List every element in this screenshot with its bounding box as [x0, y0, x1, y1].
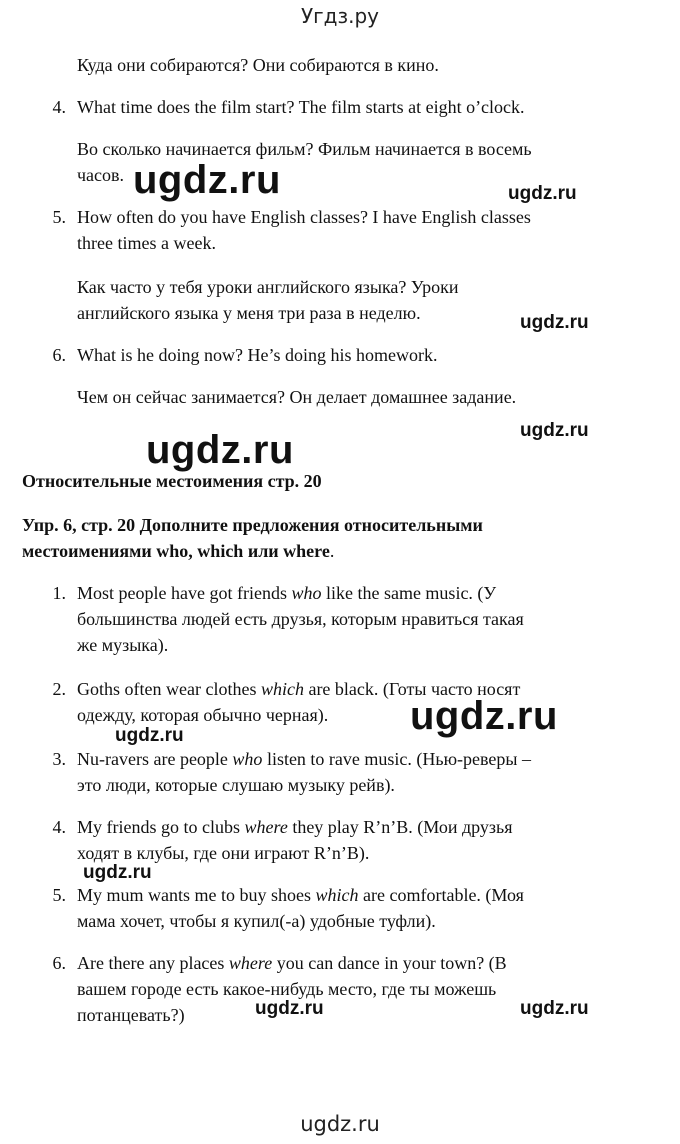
- item-1-text-b: like the same music. (У: [321, 583, 497, 603]
- item-3-text-b: listen to rave music. (Нью-реверы –: [262, 749, 532, 769]
- item-number-5b: 5.: [52, 885, 66, 905]
- item-6-text-a: Are there any places: [77, 953, 229, 973]
- item-6-text-b: you can dance in your town? (В: [272, 953, 507, 973]
- item-number-1: 1.: [52, 583, 66, 603]
- section-title: Относительные местоимения стр. 20: [22, 471, 322, 491]
- answer-5-translation-line1: Как часто у тебя уроки английского языка? Уроки: [77, 277, 459, 297]
- item-number-4: 4.: [52, 97, 66, 117]
- item-1-line3: же музыка).: [77, 635, 169, 655]
- watermark-large: ugdz.ru: [410, 694, 558, 738]
- item-number-3: 3.: [52, 749, 66, 769]
- watermark-small: ugdz.ru: [255, 998, 324, 1019]
- item-4-text-b: they play R’n’B. (Мои друзья: [287, 817, 513, 837]
- watermark-small: ugdz.ru: [115, 725, 184, 746]
- task-heading-dot: .: [329, 541, 335, 561]
- item-3-line1: [77, 746, 531, 772]
- item-5-text-b: are comfortable. (Моя: [358, 885, 524, 905]
- item-1-line2: большинства людей есть друзья, которым нравиться такая: [77, 609, 524, 629]
- task-heading-line2: [22, 538, 334, 564]
- item-number-2: 2.: [52, 679, 66, 699]
- site-header: Угдз.ру: [300, 4, 380, 28]
- item-number-6b: 6.: [52, 953, 66, 973]
- item-5-line1: [77, 882, 524, 908]
- item-3-text-a: Nu-ravers are people: [77, 749, 233, 769]
- item-2-line2: одежду, которая обычно черная).: [77, 705, 329, 725]
- item-4-line1: [77, 814, 513, 840]
- item-2-text-b: are black. (Готы часто носят: [303, 679, 521, 699]
- item-number-6: 6.: [52, 345, 66, 365]
- watermark-large: ugdz.ru: [133, 158, 281, 202]
- answer-6-translation: Чем он сейчас занимается? Он делает домашнее задание.: [77, 387, 517, 407]
- item-3-pronoun: who: [232, 749, 263, 769]
- answer-5-english-line2: three times a week.: [77, 233, 216, 253]
- item-number-4b: 4.: [52, 817, 66, 837]
- item-2-text-a: Goths often wear clothes: [77, 679, 261, 699]
- watermark-small: ugdz.ru: [520, 998, 589, 1019]
- item-4-text-a: My friends go to clubs: [77, 817, 245, 837]
- answer-4-english: What time does the film start? The film starts at eight o’clock.: [77, 97, 525, 117]
- answer-3-translation: Куда они собираются? Они собираются в кино.: [77, 55, 439, 75]
- watermark-small: ugdz.ru: [508, 183, 577, 204]
- item-5-text-a: My mum wants me to buy shoes: [77, 885, 316, 905]
- watermark-small: ugdz.ru: [520, 420, 589, 441]
- answer-5-translation-line2: английского языка у меня три раза в неделю.: [77, 303, 421, 323]
- item-6-line3: потанцевать?): [77, 1005, 185, 1025]
- watermark-small: ugdz.ru: [520, 312, 589, 333]
- item-1-text-a: Most people have got friends: [77, 583, 292, 603]
- item-6-line2: вашем городе есть какое-нибудь место, где ты можешь: [77, 979, 497, 999]
- item-2-pronoun: which: [260, 679, 304, 699]
- item-6-pronoun: where: [228, 953, 273, 973]
- item-4-pronoun: where: [244, 817, 288, 837]
- watermark-small: ugdz.ru: [83, 862, 152, 883]
- footer-watermark: ugdz.ru: [300, 1112, 380, 1136]
- item-3-line2: это люди, которые слушаю музыку рейв).: [77, 775, 395, 795]
- item-number-5: 5.: [52, 207, 66, 227]
- answer-5-english-line1: How often do you have English classes? I have English classes: [77, 207, 531, 227]
- item-6-line1: [77, 950, 507, 976]
- watermark-large: ugdz.ru: [146, 428, 294, 472]
- answer-6-english: What is he doing now? He’s doing his homework.: [77, 345, 438, 365]
- task-heading-line1: Упр. 6, стр. 20 Дополните предложения относительными: [22, 515, 483, 535]
- task-heading-line2-text: местоимениями who, which или where: [22, 541, 330, 561]
- item-1-pronoun: who: [291, 583, 322, 603]
- answer-4-translation-line1: Во сколько начинается фильм? Фильм начинается в восемь: [77, 139, 532, 159]
- item-1-line1: [77, 580, 496, 606]
- item-4-line2: ходят в клубы, где они играют R’n’B).: [77, 843, 370, 863]
- item-5-pronoun: which: [315, 885, 359, 905]
- item-5-line2: мама хочет, чтобы я купил(-а) удобные туфли).: [77, 911, 436, 931]
- answer-4-translation-line2: часов.: [77, 165, 125, 185]
